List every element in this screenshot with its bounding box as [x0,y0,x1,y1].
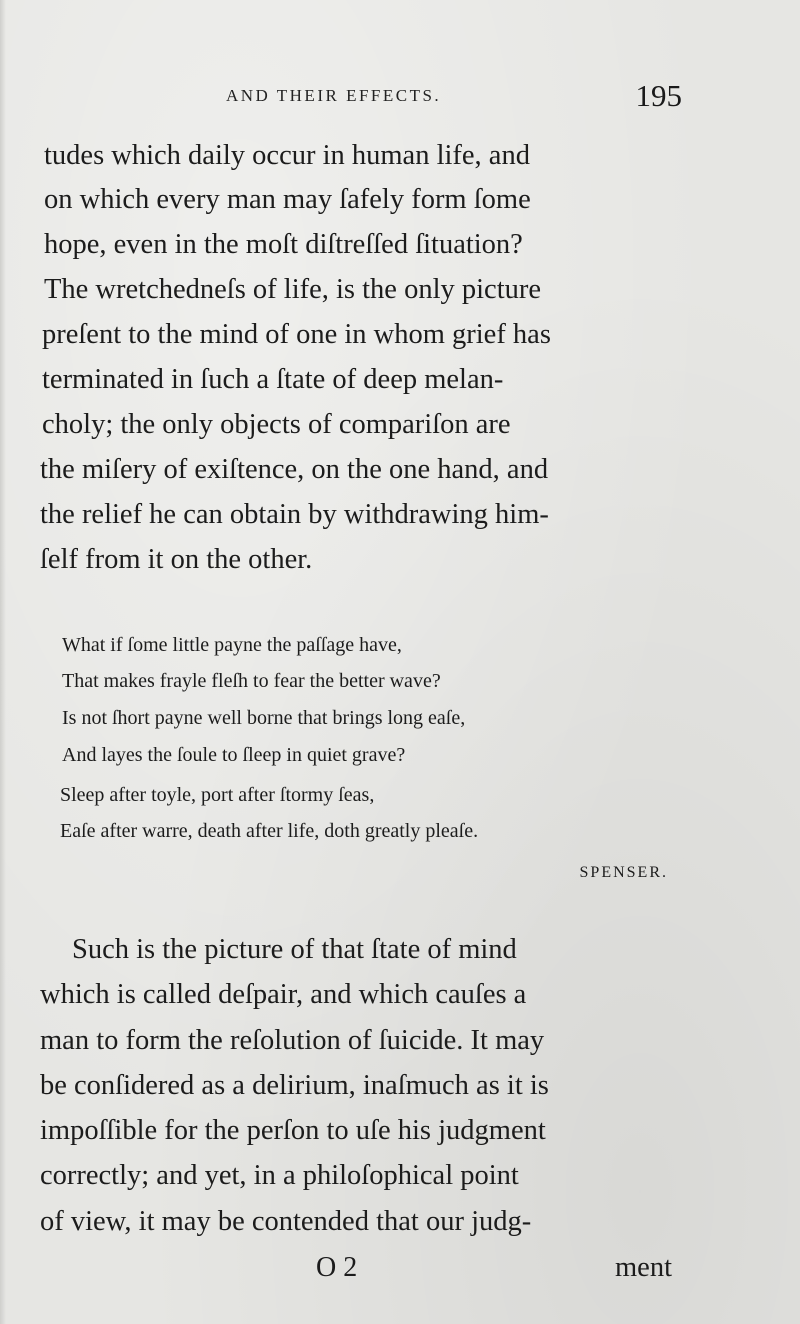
text-line: impoſſible for the perſon to uſe his judgment [40,1115,546,1146]
text-line: The wretchedneſs of life, is the only picture [44,274,541,305]
page-edge-shadow [0,0,6,1324]
text-line: which is called deſpair, and which cauſes a [40,979,527,1010]
verse-line: What if ſome little payne the paſſage have, [62,634,402,656]
verse-line: Sleep after toyle, port after ſtormy ſeas, [60,784,375,806]
text-line: Such is the picture of that ſtate of mind [72,934,517,965]
catchword: ment [615,1252,672,1283]
text-line: man to form the reſolution of ſuicide. It may [40,1025,545,1056]
verse-attribution: SPENSER. [579,864,668,881]
text-line: terminated in ſuch a ſtate of deep melan- [42,364,504,395]
text-line: be conſidered as a delirium, inaſmuch as it is [40,1070,549,1101]
verse-line: Is not ſhort payne well borne that brings long eaſe, [62,707,466,729]
text-line: the miſery of exiſtence, on the one hand, and [40,454,549,485]
text-line: preſent to the mind of one in whom grief has [42,319,551,350]
text-line: the relief he can obtain by withdrawing him- [40,499,549,530]
verse-line: And layes the ſoule to ſleep in quiet grave? [62,744,406,766]
verse-line: That makes frayle fleſh to fear the better wave? [62,670,441,692]
text-line: tudes which daily occur in human life, and [44,140,530,171]
text-line: ſelf from it on the other. [40,544,313,575]
text-line: correctly; and yet, in a philoſophical point [40,1160,519,1191]
page-number: 195 [635,78,682,113]
text-line: hope, even in the moſt diſtreſſed ſituation? [44,229,523,260]
text-line: choly; the only objects of compariſon are [42,409,511,440]
signature-mark: O 2 [316,1252,358,1283]
running-head: AND THEIR EFFECTS. [226,86,442,105]
text-line: on which every man may ſafely form ſome [44,184,531,215]
text-line: of view, it may be contended that our judg- [40,1206,532,1237]
verse-line: Eaſe after warre, death after life, doth greatly pleaſe. [60,820,479,842]
